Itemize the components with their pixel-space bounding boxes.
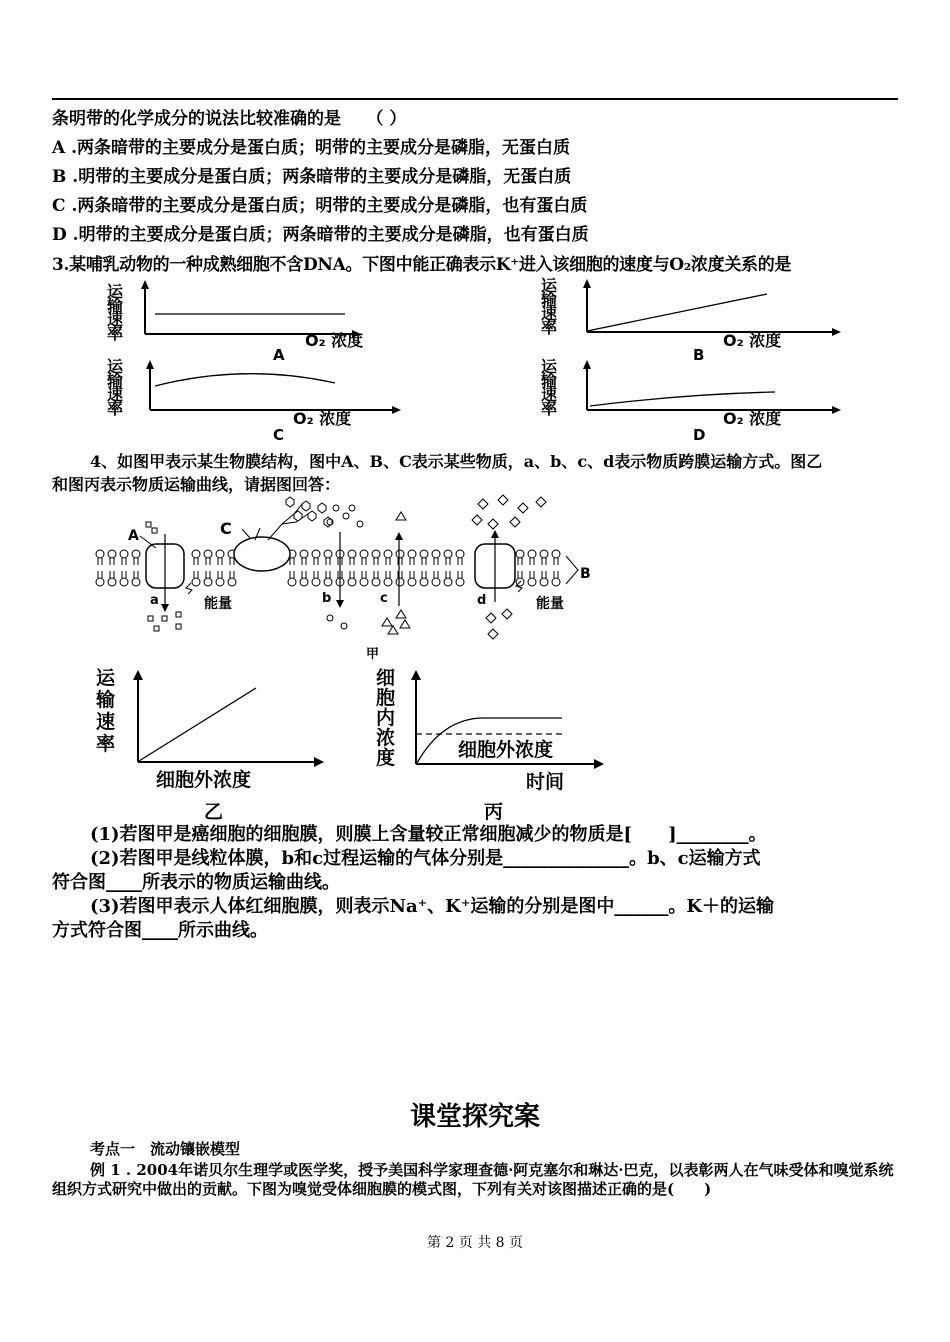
ylabel-char: 率 [541,318,558,337]
q3-graphs [95,276,855,446]
sub-question-2-cont: 符合图____所表示的物质运输曲线。 [52,872,340,893]
ylabel-char: 浓 [376,727,396,749]
ylabel-char: 率 [541,399,558,418]
question-4: 4、如图甲表示某生物膜结构，图中A、B、C表示某些物质，a、b、c、d表示物质跨膜运输方式。图乙 [90,452,823,471]
xlabel: 时间 [526,771,565,793]
ylabel-char: 速 [541,304,558,323]
caption-yi: 乙 [204,801,224,823]
example-1: 例 1 . 2004年诺贝尔生理学或医学奖，授予美国科学家理查德·阿克塞尔和琳达·巴克，以表彰两人在气味受体和嗅觉系统组织方式研究中做出的贡献。下图为嗅觉受体细胞膜的模式图，下列有关对该图描述正确的是( ) [52,1161,894,1198]
sub-question-1: (1)若图甲是癌细胞的细胞膜，则膜上含量较正常细胞减少的物质是[ ]________。 [90,824,767,845]
option-d: D .明带的主要成分是蛋白质；两条暗带的主要成分是磷脂，也有蛋白质 [52,225,589,245]
topic-heading: 考点一 流动镶嵌模型 [90,1140,241,1158]
ylabel-char: 输 [107,296,124,315]
top-rule [52,98,898,100]
caption-bing: 丙 [484,801,504,823]
ylabel-char: 率 [96,733,116,755]
graph-label-b: B [693,346,705,364]
sub-question-2: (2)若图甲是线粒体膜，b和c过程运输的气体分别是______________。b、c运输方式 [90,848,761,869]
ylabel-char: 率 [107,399,124,418]
caption-jia: 甲 [366,647,380,662]
section-title: 课堂探究案 [409,1102,540,1132]
xlabel: O₂ 浓度 [723,409,782,428]
energy-label-1: 能量 [204,596,232,612]
label-b: b [322,591,332,606]
ylabel-char: 速 [107,385,124,404]
energy-label-2: 能量 [536,596,564,612]
option-a: A .两条暗带的主要成分是蛋白质；明带的主要成分是磷脂，无蛋白质 [52,138,571,158]
ylabel-char: 度 [376,747,396,769]
glycoprotein-c [234,537,290,571]
xlabel: O₂ 浓度 [293,409,352,428]
label-c-upper: C [220,519,232,538]
label-a: a [150,593,159,608]
ylabel-char: 输 [107,371,124,390]
option-b: B .明带的主要成分是蛋白质；两条暗带的主要成分是磷脂，无蛋白质 [52,167,572,187]
graph-label-a: A [273,346,285,364]
question-4-cont: 和图丙表示物质运输曲线，请据图回答： [52,475,341,494]
graph-bing [372,664,622,824]
ylabel-char: 输 [96,689,116,711]
xlabel: 细胞外浓度 [156,769,252,791]
ylabel-char: 运 [541,357,558,376]
ylabel-char: 速 [541,385,558,404]
ylabel-char: 胞 [376,687,396,709]
ylabel-char: 细 [376,667,396,689]
graph-d [540,357,841,444]
graph-b [540,276,841,364]
ylabel-char: 内 [376,707,396,729]
label-b-upper: B [580,566,591,582]
page-footer: 第 2 页 共 8 页 [426,1235,524,1251]
ylabel-char: 输 [541,290,558,309]
graph-yi [92,664,332,824]
sub-question-3-cont: 方式符合图____所示曲线。 [52,920,268,941]
ylabel-char: 运 [96,667,116,689]
membrane-diagram [90,494,620,666]
xlabel: O₂ 浓度 [723,331,782,350]
sub-question-3: (3)若图甲表示人体红细胞膜，则表示Na⁺、K⁺运输的分别是图中______。K＋的运输 [90,896,774,917]
label-d: d [477,593,487,608]
ylabel-char: 运 [107,357,124,376]
graph-label-d: D [693,426,706,444]
graph-c [106,357,401,444]
question-3: 3.某哺乳动物的一种成熟细胞不含DNA。下图中能正确表示K⁺进入该细胞的速度与O₂浓度关系的是 [52,255,792,275]
ylabel-char: 速 [107,310,124,329]
ylabel-char: 速 [96,711,116,733]
ylabel-char: 输 [541,371,558,390]
xlabel: O₂ 浓度 [305,331,364,350]
graph-a [106,280,363,364]
graph-label-c: C [273,426,285,444]
ylabel-char: 运 [541,276,558,295]
inner-label: 细胞外浓度 [458,739,554,761]
text-line: 条明带的化学成分的说法比较准确的是 （ ） [52,109,407,129]
option-c: C .两条暗带的主要成分是蛋白质；明带的主要成分是磷脂，也有蛋白质 [52,196,588,216]
ylabel-char: 率 [107,324,124,343]
ylabel-char: 运 [107,282,124,301]
label-c: c [380,591,388,606]
label-a-upper: A [128,528,139,544]
